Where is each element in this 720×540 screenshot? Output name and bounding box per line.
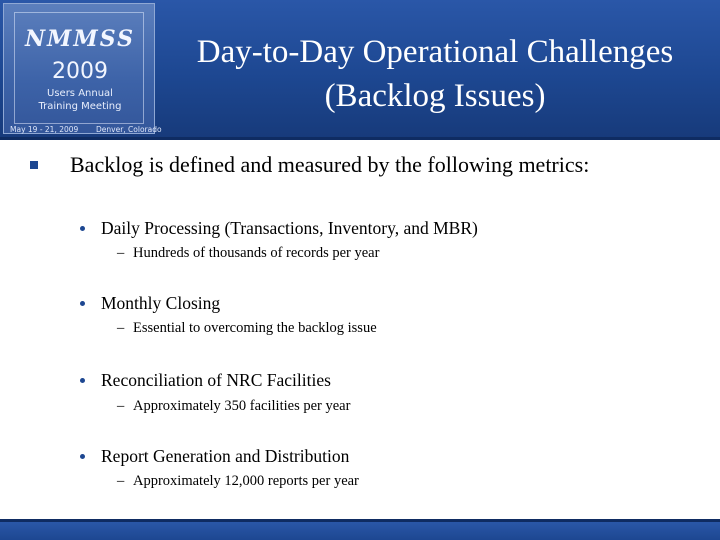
square-bullet-icon [30,161,38,169]
list-item-label: Reconciliation of NRC Facilities [101,370,331,390]
logo-title: NMMSS [24,26,136,52]
dash-bullet-icon: – [117,398,125,414]
dash-bullet-icon: – [117,245,125,261]
dot-bullet-icon [80,226,85,231]
dot-bullet-icon [80,378,85,383]
logo-dates: May 19 - 21, 2009 [10,125,79,134]
logo-subtitle-line1: Users Annual [47,88,113,99]
list-item-label: Report Generation and Distribution [101,446,350,466]
list-item-label: Monthly Closing [101,293,221,313]
dash-bullet-icon: – [117,320,125,336]
slide-title-line2: (Backlog Issues) [324,78,546,114]
list-item-detail-text: Approximately 12,000 reports per year [133,473,359,489]
dot-bullet-icon [80,301,85,306]
main-bullet-text: Backlog is defined and measured by the following metrics: [70,152,590,177]
list-item-detail-text: Hundreds of thousands of records per year [133,245,380,261]
slide-title-line1: Day-to-Day Operational Challenges [196,34,674,70]
logo-year: 2009 [52,59,108,84]
list-item-label: Daily Processing (Transactions, Inventory, and MBR) [101,218,478,238]
dash-bullet-icon: – [117,473,125,489]
logo-subtitle-line2: Training Meeting [38,101,122,112]
list-item-detail-text: Approximately 350 facilities per year [133,398,351,414]
list-item-detail-text: Essential to overcoming the backlog issue [133,320,377,336]
logo-location: Denver, Colorado [96,125,162,134]
dot-bullet-icon [80,454,85,459]
footer-bar [0,522,720,540]
